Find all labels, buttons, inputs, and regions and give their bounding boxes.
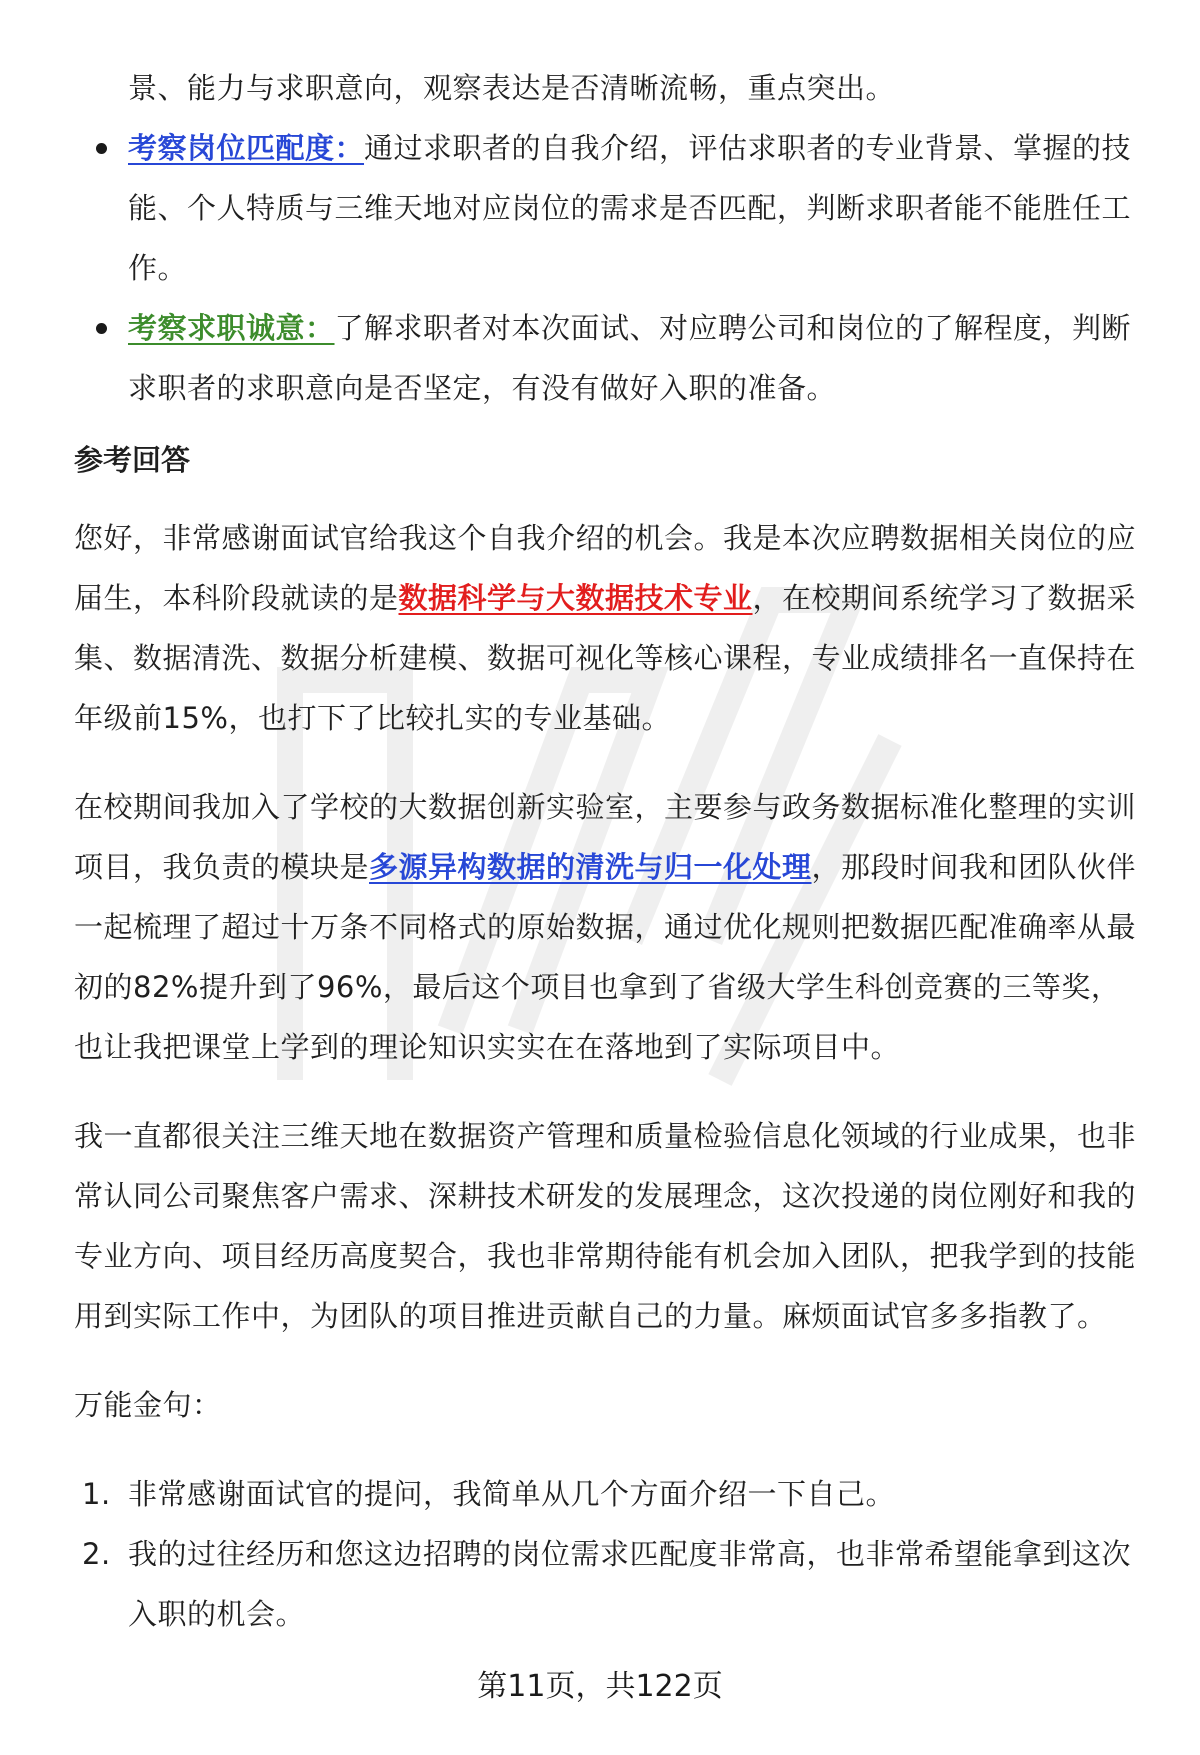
document-content xyxy=(74,58,1144,1644)
answer-paragraph-2-after: ，那段时间我和团队伙伴一起梳理了超过十万条不同格式的原始数据，通过优化规则把数据匹配准确率从最初的82%提升到了96%，最后这个项目也拿到了省级大学生科创竞赛的三等奖，也让我把课堂上学到的理论知识实实在在落地到了实际项目中。 xyxy=(74,850,1137,1064)
section-heading: 参考回答 xyxy=(74,443,191,477)
answer-paragraph-1 xyxy=(74,508,1144,748)
bullet-dot-icon xyxy=(96,323,107,334)
golden-sentence-item xyxy=(74,1464,1144,1524)
module-highlight: 多源异构数据的清洗与归一化处理 xyxy=(369,850,812,884)
list-number: 1. xyxy=(82,1477,111,1511)
answer-paragraph-1-before: 您好，非常感谢面试官给我这个自我介绍的机会。我是本次应聘数据相关岗位的应届生，本科阶段就读的是 xyxy=(74,521,1137,615)
criteria-item-sincerity xyxy=(74,298,1144,418)
golden-sentence-text: 非常感谢面试官的提问，我简单从几个方面介绍一下自己。 xyxy=(128,1477,896,1511)
answer-paragraph-1-after: ，在校期间系统学习了数据采集、数据清洗、数据分析建模、数据可视化等核心课程，专业成绩排名一直保持在年级前15%，也打下了比较扎实的专业基础。 xyxy=(74,581,1137,735)
criteria-item-job-match xyxy=(74,118,1144,298)
bullet-dot-icon xyxy=(96,143,107,154)
criteria-keyword-sincerity: 考察求职诚意： xyxy=(128,311,335,345)
major-highlight: 数据科学与大数据技术专业 xyxy=(398,581,753,615)
criteria-keyword-job-match: 考察岗位匹配度： xyxy=(128,131,365,165)
golden-sentence-item xyxy=(74,1524,1144,1644)
answer-paragraph-2-before: 在校期间我加入了学校的大数据创新实验室，主要参与政务数据标准化整理的实训项目，我负责的模块是 xyxy=(74,790,1137,884)
intro-tail-text: 景、能力与求职意向，观察表达是否清晰流畅，重点突出。 xyxy=(128,71,896,105)
page-footer: 第11页，共122页 xyxy=(477,1669,723,1704)
answer-paragraph-2 xyxy=(74,777,1144,1077)
list-number: 2. xyxy=(82,1537,111,1571)
golden-sentence-text: 我的过往经历和您这边招聘的岗位需求匹配度非常高，也非常希望能拿到这次入职的机会。 xyxy=(128,1537,1132,1631)
criteria-text-job-match: 通过求职者的自我介绍，评估求职者的专业背景、掌握的技能、个人特质与三维天地对应岗位的需求是否匹配，判断求职者能不能胜任工作。 xyxy=(128,131,1132,285)
criteria-text-sincerity: 了解求职者对本次面试、对应聘公司和岗位的了解程度，判断求职者的求职意向是否坚定，有没有做好入职的准备。 xyxy=(128,311,1132,405)
golden-sentences-label: 万能金句： xyxy=(74,1388,222,1422)
answer-paragraph-3: 我一直都很关注三维天地在数据资产管理和质量检验信息化领域的行业成果，也非常认同公司聚焦客户需求、深耕技术研发的发展理念，这次投递的岗位刚好和我的专业方向、项目经历高度契合，我也非常期待能有机会加入团队，把我学到的技能用到实际工作中，为团队的项目推进贡献自己的力量。麻烦面试官多多指教了。 xyxy=(74,1119,1137,1333)
criteria-list xyxy=(74,118,1144,418)
golden-sentences-list xyxy=(74,1464,1144,1644)
